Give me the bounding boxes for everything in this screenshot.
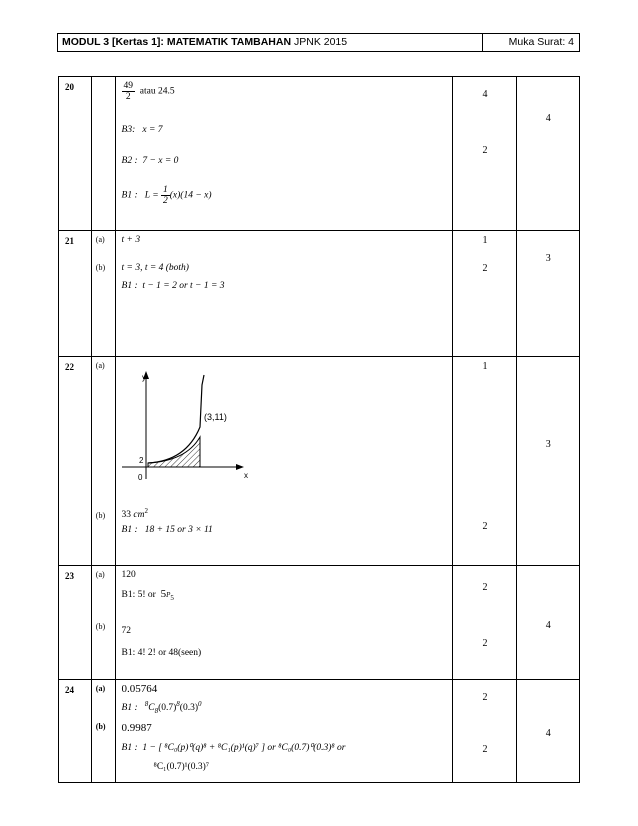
page-number: Muka Surat: 4: [482, 34, 579, 51]
x-axis-arrow: [236, 464, 244, 470]
answer-cell: 0.05764 B1 : $^8C_8(0.7)^8(0.3)^0$ 0.9987 B1 : 1 − [ ⁸C₀(p)⁰(q)⁸ + ⁸C₁(p)¹(q)⁷ ] or ⁸C₀(0.7)⁰(0.3)⁸ or ⁸C₁(0.7)¹(0.3)⁷: [121, 683, 346, 772]
sub-mark: 2: [482, 145, 488, 156]
intercept-label: 2: [138, 456, 143, 465]
answer-b: 33 $cm^2$: [121, 507, 148, 521]
origin-label: 0: [137, 473, 142, 482]
part-label: (b): [95, 511, 106, 520]
total-mark: 3: [545, 253, 551, 264]
table-row-q20: [59, 77, 580, 231]
part-label: (a): [95, 235, 105, 244]
part-label: (a): [95, 570, 105, 579]
header-title: MODUL 3 [Kertas 1]: MATEMATIK TAMBAHAN JPNK 2015: [62, 36, 348, 48]
question-number: 20: [65, 82, 74, 92]
answer-cell: $\frac{49}{2}$ atau 24.5 B3: x = 7 B2 : 7 − x = 0 B1 : L = $\frac{1}{2}$ (x)(14 − x): [121, 81, 212, 206]
question-number: 21: [65, 236, 74, 246]
total-mark: 4: [545, 113, 551, 124]
sub-mark: 2: [482, 263, 488, 274]
question-number: 23: [65, 571, 74, 581]
part-label: (a): [95, 361, 105, 370]
point-label: (3,11): [203, 412, 227, 422]
total-mark: 4: [545, 728, 551, 739]
table-row-q24: [59, 680, 580, 783]
table-row-q21: [59, 231, 580, 357]
total-mark: 4: [545, 620, 551, 631]
marking-scheme-table: [58, 76, 580, 783]
part-label: (b): [95, 263, 106, 272]
table-row-q23: [59, 566, 580, 680]
answer-cell: 120 B1: 5! or $5P_5$ 72 B1: 4! 2! or 48(seen): [121, 570, 202, 658]
answer-cell: y x 0 2 (3,11) 33 $cm^2$ B1 : 18 + 15 or 3 × 11: [116, 357, 453, 565]
sub-mark: 2: [482, 582, 488, 593]
permutation: $5P_5$: [160, 588, 174, 602]
part-label: (b): [95, 622, 106, 631]
part-label: (a): [95, 684, 106, 693]
area-graph: [116, 357, 316, 497]
sub-mark: 2: [482, 744, 488, 755]
sub-mark: 2: [482, 692, 488, 703]
sub-mark: 2: [482, 521, 488, 532]
question-number: 22: [65, 362, 74, 372]
sub-mark: 4: [482, 89, 488, 100]
question-number: 24: [65, 685, 74, 695]
sub-mark: 1: [482, 235, 488, 246]
total-mark: 3: [545, 439, 551, 450]
page-header: [57, 33, 580, 52]
part-label: (b): [95, 722, 106, 731]
sub-mark: 1: [482, 361, 488, 372]
sub-mark: 2: [482, 638, 488, 649]
x-axis-label: x: [243, 471, 248, 480]
table-row-q22: [59, 357, 580, 566]
answer-cell: t + 3 t = 3, t = 4 (both) B1 : t − 1 = 2 or t − 1 = 3: [121, 235, 225, 291]
y-axis-label: y: [141, 373, 146, 382]
